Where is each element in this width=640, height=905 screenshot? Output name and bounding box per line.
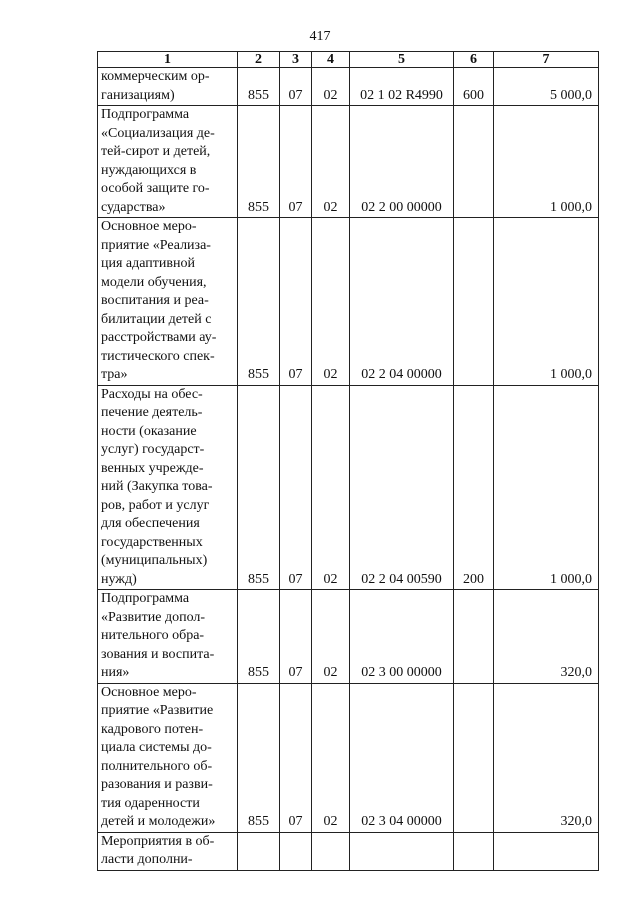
row-section: 07 [280, 106, 312, 218]
row-section [280, 832, 312, 870]
row-name: Расходы на обес- печение деятель- ности (оказание услуг) государст- венных учрежде- ний (Закупка това- ров, работ и услуг для обеспечения государственных (муниципальных) нужд) [98, 385, 238, 590]
row-amount: 1 000,0 [494, 218, 599, 386]
row-expense-type [454, 683, 494, 832]
row-amount: 320,0 [494, 590, 599, 684]
row-expense-type: 200 [454, 385, 494, 590]
row-section: 07 [280, 218, 312, 386]
column-header-1: 1 [98, 52, 238, 68]
row-name: Подпрограмма «Развитие допол- нительного обра- зования и воспита- ния» [98, 590, 238, 684]
row-admin-code: 855 [238, 68, 280, 106]
row-subsection: 02 [312, 218, 350, 386]
row-amount: 320,0 [494, 683, 599, 832]
row-admin-code [238, 832, 280, 870]
column-header-4: 4 [312, 52, 350, 68]
row-subsection: 02 [312, 385, 350, 590]
row-name: коммерческим ор- ганизациям) [98, 68, 238, 106]
row-subsection [312, 832, 350, 870]
row-amount [494, 832, 599, 870]
row-amount: 1 000,0 [494, 385, 599, 590]
table-row [98, 68, 599, 106]
table-row [98, 590, 599, 684]
row-section: 07 [280, 68, 312, 106]
row-subsection: 02 [312, 683, 350, 832]
row-name: Основное меро- приятие «Реализа- ция адаптивной модели обучения, воспитания и реа- билитации детей с расстройствами ау- тистического спек- тра» [98, 218, 238, 386]
row-expense-type [454, 218, 494, 386]
row-subsection: 02 [312, 68, 350, 106]
row-admin-code: 855 [238, 590, 280, 684]
table-row [98, 832, 599, 870]
header-row [98, 52, 599, 68]
table-row [98, 385, 599, 590]
row-target-article: 02 3 04 00000 [350, 683, 454, 832]
row-section: 07 [280, 683, 312, 832]
row-target-article [350, 832, 454, 870]
row-target-article: 02 2 04 00590 [350, 385, 454, 590]
row-name: Мероприятия в об- ласти дополни- [98, 832, 238, 870]
row-admin-code: 855 [238, 218, 280, 386]
row-amount: 1 000,0 [494, 106, 599, 218]
row-target-article: 02 1 02 R4990 [350, 68, 454, 106]
row-subsection: 02 [312, 106, 350, 218]
row-amount: 5 000,0 [494, 68, 599, 106]
row-admin-code: 855 [238, 683, 280, 832]
row-admin-code: 855 [238, 385, 280, 590]
row-target-article: 02 3 00 00000 [350, 590, 454, 684]
page-number: 417 [309, 29, 331, 44]
row-expense-type: 600 [454, 68, 494, 106]
budget-table [97, 51, 599, 871]
table-row [98, 218, 599, 386]
row-name: Подпрограмма «Социализация де- тей-сирот и детей, нуждающихся в особой защите го- сударства» [98, 106, 238, 218]
column-header-5: 5 [350, 52, 454, 68]
table-row [98, 106, 599, 218]
row-target-article: 02 2 04 00000 [350, 218, 454, 386]
table-row [98, 683, 599, 832]
row-admin-code: 855 [238, 106, 280, 218]
row-section: 07 [280, 385, 312, 590]
row-subsection: 02 [312, 590, 350, 684]
column-header-2: 2 [238, 52, 280, 68]
column-header-6: 6 [454, 52, 494, 68]
column-header-3: 3 [280, 52, 312, 68]
row-target-article: 02 2 00 00000 [350, 106, 454, 218]
row-section: 07 [280, 590, 312, 684]
row-expense-type [454, 832, 494, 870]
column-header-7: 7 [494, 52, 599, 68]
row-name: Основное меро- приятие «Развитие кадрового потен- циала системы до- полнительного об- разования и разви- тия одаренности детей и молодежи» [98, 683, 238, 832]
row-expense-type [454, 106, 494, 218]
row-expense-type [454, 590, 494, 684]
